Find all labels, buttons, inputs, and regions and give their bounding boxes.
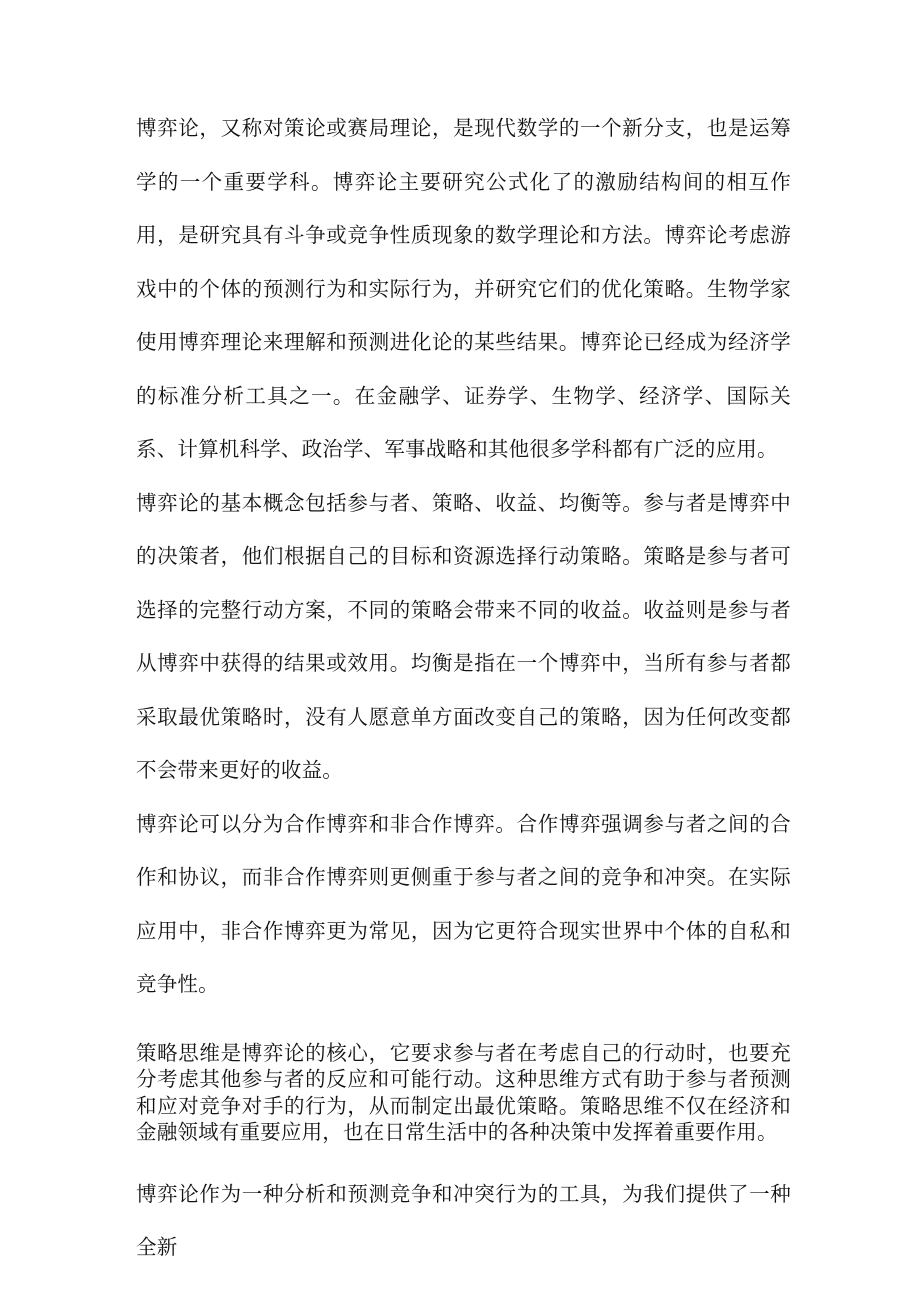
paragraph-strategic-thinking: 策略思维是博弈论的核心，它要求参与者在考虑自己的行动时，也要充分考虑其他参与者的反应和可能行动。这种思维方式有助于参与者预测和应对竞争对手的行为，从而制定出最优策略。策略思维不仅在经济和金融领域有重要应用，也在日常生活中的各种决策中发挥着重要作用。 xyxy=(136,1040,791,1144)
paragraph-conclusion: 博弈论作为一种分析和预测竞争和冲突行为的工具，为我们提供了一种全新 xyxy=(136,1181,791,1259)
document-body xyxy=(136,102,791,1275)
paragraph-intro: 博弈论，又称对策论或赛局理论，是现代数学的一个新分支，也是运筹学的一个重要学科。博弈论主要研究公式化了的激励结构间的相互作用，是研究具有斗争或竞争性质现象的数学理论和方法。博弈论考虑游戏中的个体的预测行为和实际行为，并研究它们的优化策略。生物学家使用博弈理论来理解和预测进化论的某些结果。博弈论已经成为经济学的标准分析工具之一。在金融学、证券学、生物学、经济学、国际关系、计算机科学、政治学、军事战略和其他很多学科都有广泛的应用。 xyxy=(136,116,791,461)
paragraph-game-types: 博弈论可以分为合作博弈和非合作博弈。合作博弈强调参与者之间的合作和协议，而非合作博弈则更侧重于参与者之间的竞争和冲突。在实际应用中，非合作博弈更为常见，因为它更符合现实世界中个体的自私和竞争性。 xyxy=(136,811,791,996)
paragraph-basic-concepts: 博弈论的基本概念包括参与者、策略、收益、均衡等。参与者是博弈中的决策者，他们根据自己的目标和资源选择行动策略。策略是参与者可选择的完整行动方案，不同的策略会带来不同的收益。收益则是参与者从博弈中获得的结果或效用。均衡是指在一个博弈中，当所有参与者都采取最优策略时，没有人愿意单方面改变自己的策略，因为任何改变都不会带来更好的收益。 xyxy=(136,490,791,782)
